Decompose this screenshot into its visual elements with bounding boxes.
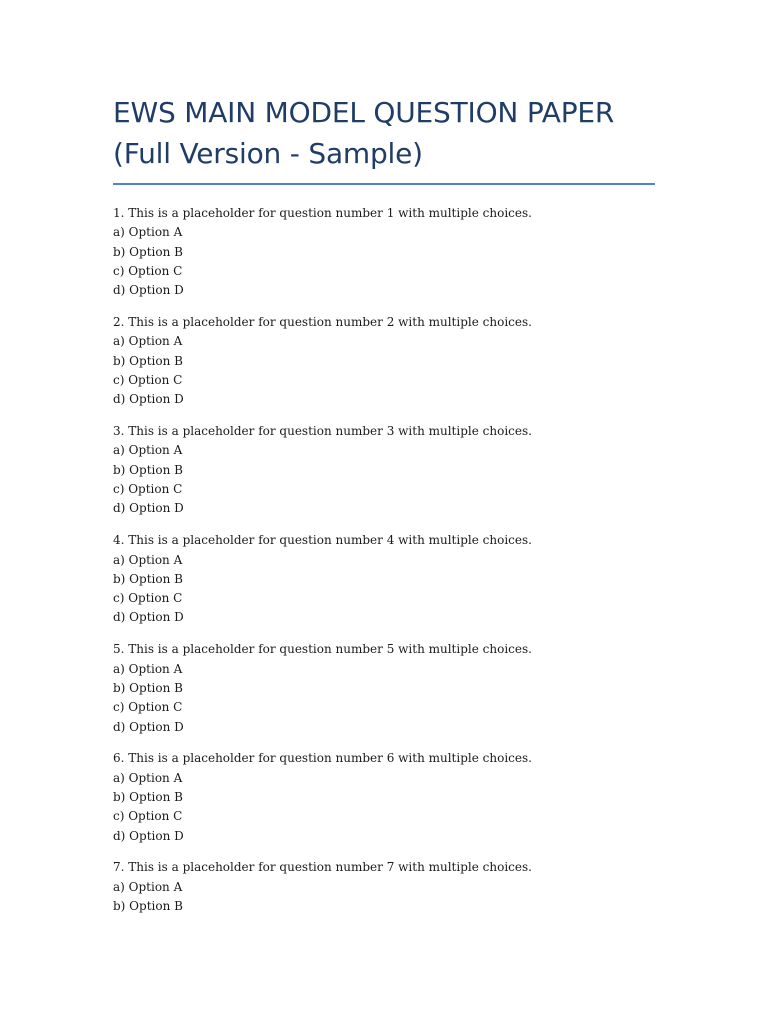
question-text: 4. This is a placeholder for question number 4 with multiple choices. — [113, 533, 532, 548]
answer-option: c) Option C — [113, 482, 183, 497]
answer-option: c) Option C — [113, 263, 183, 278]
answer-option: d) Option D — [113, 828, 184, 843]
question-item — [113, 531, 655, 627]
answer-option: a) Option A — [113, 225, 183, 240]
answer-option: d) Option D — [113, 283, 184, 298]
answer-option: d) Option D — [113, 610, 184, 625]
answer-option: c) Option C — [113, 809, 183, 824]
question-text: 7. This is a placeholder for question number 7 with multiple choices. — [113, 860, 532, 875]
document-title — [113, 92, 655, 174]
answer-option: a) Option A — [113, 334, 183, 349]
question-text: 6. This is a placeholder for question number 6 with multiple choices. — [113, 751, 532, 766]
document-content — [113, 92, 655, 929]
question-item — [113, 749, 655, 845]
answer-option: b) Option B — [113, 789, 183, 804]
answer-option: d) Option D — [113, 501, 184, 516]
answer-option: a) Option A — [113, 879, 183, 894]
answer-option: c) Option C — [113, 372, 183, 387]
question-item — [113, 204, 655, 300]
answer-option: a) Option A — [113, 770, 183, 785]
answer-option: d) Option D — [113, 392, 184, 407]
answer-option: c) Option C — [113, 591, 183, 606]
title-line-1: EWS MAIN MODEL QUESTION PAPER — [113, 96, 615, 129]
question-item — [113, 422, 655, 518]
question-item — [113, 640, 655, 736]
answer-option: b) Option B — [113, 244, 183, 259]
question-list — [113, 204, 655, 916]
answer-option: b) Option B — [113, 571, 183, 586]
title-line-2: (Full Version - Sample) — [113, 137, 423, 170]
question-text: 1. This is a placeholder for question number 1 with multiple choices. — [113, 206, 532, 220]
answer-option: c) Option C — [113, 700, 183, 715]
question-item — [113, 858, 655, 916]
answer-option: b) Option B — [113, 680, 183, 695]
question-text: 2. This is a placeholder for question number 2 with multiple choices. — [113, 315, 532, 330]
answer-option: b) Option B — [113, 899, 183, 914]
question-text: 5. This is a placeholder for question number 5 with multiple choices. — [113, 642, 532, 657]
question-text: 3. This is a placeholder for question number 3 with multiple choices. — [113, 424, 532, 439]
title-divider — [113, 183, 655, 185]
answer-option: d) Option D — [113, 719, 184, 734]
answer-option: a) Option A — [113, 552, 183, 567]
question-item — [113, 313, 655, 409]
answer-option: a) Option A — [113, 661, 183, 676]
answer-option: b) Option B — [113, 462, 183, 477]
answer-option: b) Option B — [113, 353, 183, 368]
answer-option: a) Option A — [113, 443, 183, 458]
